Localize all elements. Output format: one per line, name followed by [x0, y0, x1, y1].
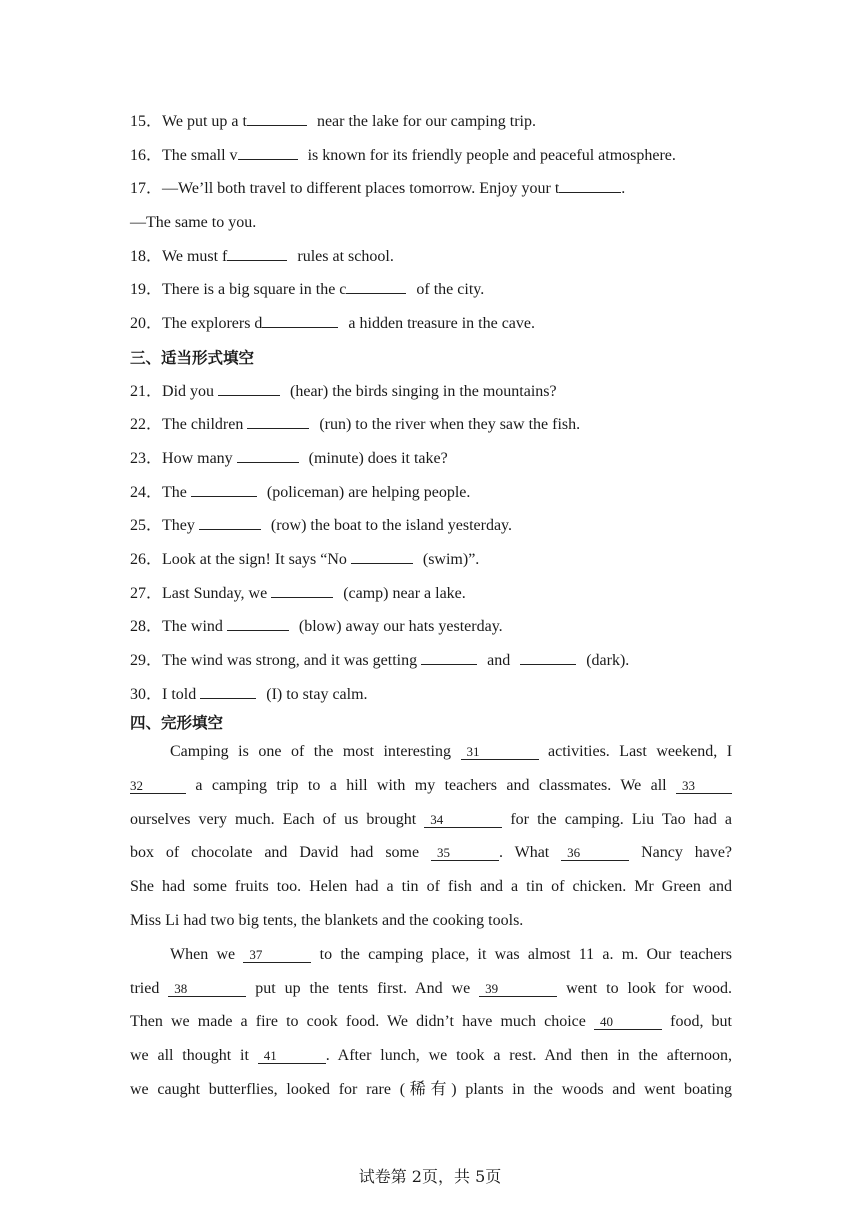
- question-21: 21．Did you (hear) the birds singing in the mountains?: [130, 380, 735, 414]
- cloze-blank-40[interactable]: 40: [594, 1015, 662, 1030]
- question-27: 27．Last Sunday, we (camp) near a lake.: [130, 582, 735, 616]
- question-list: [130, 110, 735, 744]
- passage-line: 32 a camping trip to a hill with my teachers and classmates. We all 33: [130, 774, 732, 808]
- question-17-reply: —The same to you.: [130, 214, 257, 232]
- answer-blank[interactable]: [351, 548, 413, 564]
- passage-line: Miss Li had two big tents, the blankets and the cooking tools.: [130, 911, 524, 929]
- section-4-heading: 四、完形填空: [130, 713, 224, 732]
- question-23: 23．How many (minute) does it take?: [130, 447, 735, 481]
- question-26: 26．Look at the sign! It says “No (swim)”.: [130, 548, 735, 582]
- passage-line: box of chocolate and David had some 35 . What 36 Nancy have?: [130, 844, 733, 862]
- answer-blank[interactable]: [200, 683, 256, 699]
- passage-line: Then we made a fire to cook food. We didn’t have much choice 40 food, but: [130, 1013, 733, 1031]
- answer-blank[interactable]: [247, 413, 309, 429]
- cloze-blank-31[interactable]: 31: [461, 745, 539, 760]
- question-22: 22．The children (run) to the river when they saw the fish.: [130, 413, 735, 447]
- question-19: 19．There is a big square in the c of the city.: [130, 278, 735, 312]
- answer-blank[interactable]: [271, 582, 333, 598]
- answer-blank[interactable]: [218, 380, 280, 396]
- passage-line: tried 38 put up the tents first. And we 39 went to look for wood.: [130, 979, 733, 997]
- cloze-blank-39[interactable]: 39: [479, 982, 557, 997]
- answer-blank[interactable]: [238, 144, 298, 160]
- answer-blank[interactable]: [247, 110, 307, 126]
- passage-line: Camping is one of the most interesting 31 activities. Last weekend, I: [170, 743, 733, 760]
- cloze-blank-38[interactable]: 38: [168, 982, 246, 997]
- question-28: 28．The wind (blow) away our hats yesterday.: [130, 615, 735, 649]
- passage-line: ourselves very much. Each of us brought 34 for the camping. Liu Tao had a: [130, 810, 732, 828]
- cloze-passage: [130, 740, 732, 1112]
- question-20: 20．The explorers d a hidden treasure in the cave.: [130, 312, 735, 346]
- answer-blank[interactable]: [227, 245, 287, 261]
- cloze-blank-33[interactable]: 33: [676, 779, 732, 794]
- question-16: 16．The small v is known for its friendly people and peaceful atmosphere.: [130, 144, 735, 178]
- passage-line: When we 37 to the camping place, it was almost 11 a. m. Our teachers: [170, 945, 733, 963]
- question-15: 15．We put up a t near the lake for our camping trip.: [130, 110, 735, 144]
- cloze-blank-32[interactable]: 32: [130, 779, 186, 794]
- answer-blank[interactable]: [227, 615, 289, 631]
- page-footer: 试卷第 2页，共 5页: [358, 1167, 502, 1186]
- cloze-blank-35[interactable]: 35: [431, 846, 499, 861]
- answer-blank[interactable]: [520, 649, 576, 665]
- answer-blank[interactable]: [559, 177, 621, 193]
- cloze-blank-37[interactable]: 37: [243, 948, 311, 963]
- question-24: 24．The (policeman) are helping people.: [130, 481, 735, 515]
- answer-blank[interactable]: [346, 278, 406, 294]
- answer-blank[interactable]: [191, 481, 257, 497]
- question-29: 29．The wind was strong, and it was getting and (dark).: [130, 649, 735, 683]
- question-17: 17．—We’ll both travel to different places tomorrow. Enjoy your t .: [130, 177, 735, 211]
- passage-line: She had some fruits too. Helen had a tin of fish and a tin of chicken. Mr Green and: [130, 878, 732, 896]
- cloze-blank-36[interactable]: 36: [561, 846, 629, 861]
- cloze-blank-34[interactable]: 34: [424, 813, 502, 828]
- answer-blank[interactable]: [199, 514, 261, 530]
- passage-line: we all thought it 41 . After lunch, we took a rest. And then in the afternoon,: [130, 1047, 733, 1065]
- question-18: 18．We must f rules at school.: [130, 245, 735, 279]
- answer-blank[interactable]: [262, 312, 338, 328]
- question-25: 25．They (row) the boat to the island yesterday.: [130, 514, 735, 548]
- cloze-blank-41[interactable]: 41: [258, 1049, 326, 1064]
- passage-line: we caught butterflies, looked for rare (稀有) plants in the woods and went boating: [130, 1080, 732, 1098]
- answer-blank[interactable]: [237, 447, 299, 463]
- section-3-heading: 三、适当形式填空: [130, 348, 255, 367]
- answer-blank[interactable]: [421, 649, 477, 665]
- question-30: 30．I told (I) to stay calm.: [130, 683, 735, 711]
